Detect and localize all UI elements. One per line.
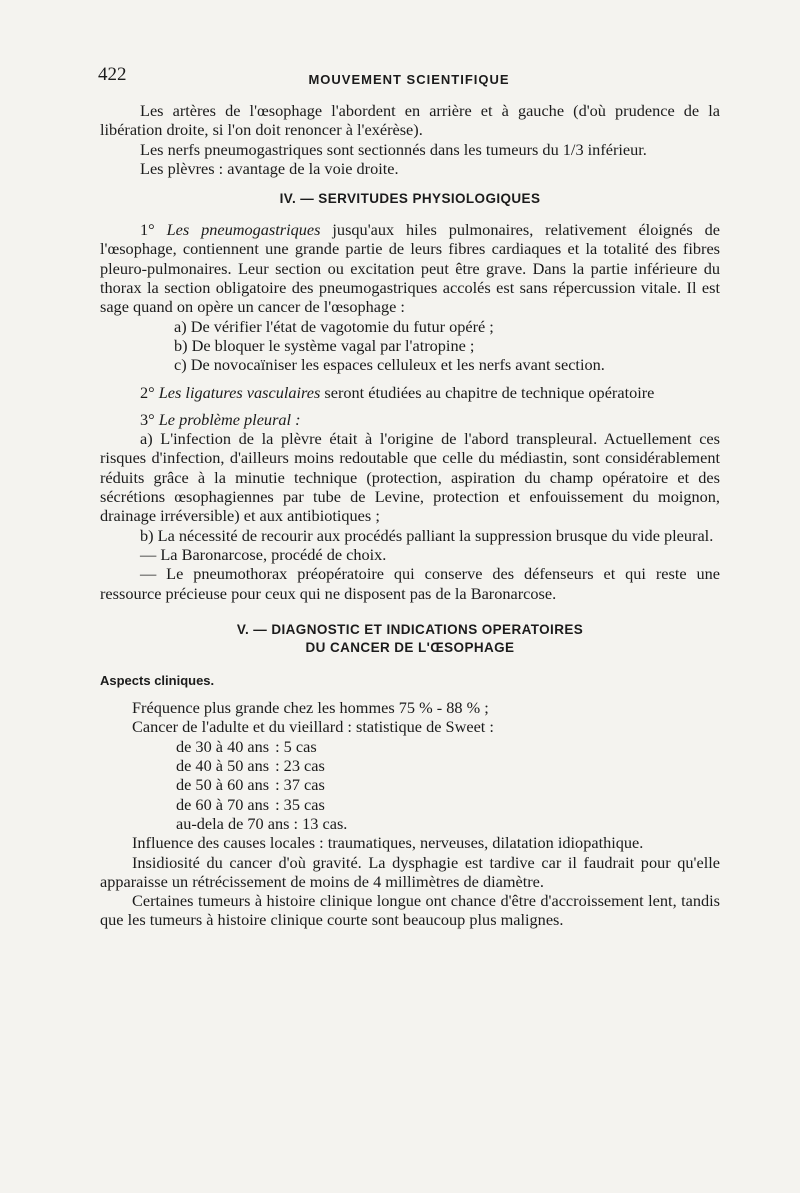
paragraph-infection: a) L'infection de la plèvre était à l'origine de l'abord transpleural. Actuellement ces risques d'infection, d'ailleurs moins redoutable que celle du médiastin, sont considérablement réduits grâce à la minutie technique (protection, aspiration du champ opératoire et des sécrétions œsophagiennes par tube de Levine, protection et enfouissement du moignon, drainage irréversible) et aux antibiotiques ; (100, 429, 720, 526)
subtitle-ligatures: Les ligatures vasculaires (158, 382, 321, 402)
paragraph-ligatures (100, 383, 720, 402)
stat-count: : 37 cas (275, 775, 325, 795)
subtitle-probleme-pleural: Le problème pleural : (158, 409, 301, 429)
paragraph-insidiosite: Insidiosité du cancer d'où gravité. La dysphagie est tardive car il faudrait pour qu'elle apparaisse un rétrécissement de moins de 4 millimètres de diamètre. (100, 852, 720, 891)
paragraph-frequence: Fréquence plus grande chez les hommes 75 % - 88 % ; (132, 698, 489, 718)
section-heading-v-line1: V. — DIAGNOSTIC ET INDICATIONS OPERATOIRES (236, 621, 584, 637)
stat-count: : 35 cas (275, 794, 325, 814)
paragraph-arteres: Les artères de l'œsophage l'abordent en arrière et à gauche (d'où prudence de la libération droite, si l'on doit renoncer à l'exérèse). (100, 101, 720, 140)
paragraph-influence: Influence des causes locales : traumatiques, nerveuses, dilatation idiopathique. (132, 833, 644, 853)
stat-row (100, 814, 720, 833)
page-number: 422 (98, 64, 127, 85)
stat-row (100, 737, 720, 756)
item-number: 1° (140, 220, 155, 240)
stat-range: de 30 à 40 ans (176, 736, 270, 756)
stat-range: de 50 à 60 ans (176, 775, 270, 795)
stat-count: : 13 cas. (293, 813, 348, 833)
paragraph-cancer-adulte: Cancer de l'adulte et du vieillard : statistique de Sweet : (132, 717, 494, 737)
statistics-list (100, 737, 720, 833)
running-title: MOUVEMENT SCIENTIFIQUE (308, 72, 510, 87)
paragraph-vide-pleural: b) La nécessité de recourir aux procédés palliant la suppression brusque du vide pleural. (140, 525, 714, 545)
paragraph-nerfs: Les nerfs pneumogastriques sont sectionnés dans les tumeurs du 1/3 inférieur. (140, 139, 647, 159)
paragraph-plevres: Les plèvres : avantage de la voie droite. (140, 158, 399, 178)
paragraph-pneumogastriques (100, 220, 720, 316)
subsection-aspects-cliniques: Aspects cliniques. (100, 672, 215, 688)
section-heading-v-line2: DU CANCER DE L'ŒSOPHAGE (305, 639, 515, 655)
section-heading-iv: IV. — SERVITUDES PHYSIOLOGIQUES (279, 191, 541, 207)
list-item-b: b) De bloquer le système vagal par l'atropine ; (174, 335, 475, 355)
stat-range: de 60 à 70 ans (176, 794, 270, 814)
text-pneumogastriques: jusqu'aux hiles pulmonaires, relativement éloignés de l'œsophage, contiennent une grande partie de leurs fibres cardiaques et la totalité des fibres pleuro-pulmonaires. Leur section ou excitation peut être grave. Dans la partie inférieure du thorax la section obligatoire des pneumogastriques accolés est sans répercussion vitale. Il est sage quand on opère un cancer de l'œsophage : (100, 220, 720, 317)
text-ligatures: seront étudiées au chapitre de technique opératoire (320, 382, 655, 402)
paragraph-pneumothorax: — Le pneumothorax préopératoire qui conserve des défenseurs et qui reste une ressource précieuse pour ceux qui ne disposent pas de la Baronarcose. (100, 564, 720, 603)
paragraph-probleme-pleural (100, 410, 720, 429)
item-number: 3° (140, 409, 155, 429)
item-number: 2° (140, 382, 155, 402)
stat-count: : 5 cas (275, 736, 317, 756)
subtitle-pneumogastriques: Les pneumogastriques (166, 220, 321, 240)
stat-row (100, 775, 720, 794)
list-item-a: a) De vérifier l'état de vagotomie du futur opéré ; (174, 316, 494, 336)
page-header (98, 64, 720, 94)
stat-range: au-dela de 70 ans (176, 813, 290, 833)
stat-row (100, 795, 720, 814)
list-item-c: c) De novocaïniser les espaces celluleux et les nerfs avant section. (174, 355, 605, 375)
stat-row (100, 756, 720, 775)
paragraph-baronarcose: — La Baronarcose, procédé de choix. (140, 544, 387, 564)
stat-range: de 40 à 50 ans (176, 756, 270, 776)
page-body (100, 101, 720, 930)
stat-count: : 23 cas (275, 756, 325, 776)
paragraph-certaines-tumeurs: Certaines tumeurs à histoire clinique longue ont chance d'être d'accroissement lent, tandis que les tumeurs à histoire clinique courte sont beaucoup plus malignes. (100, 891, 720, 930)
section-heading-v (100, 621, 720, 657)
